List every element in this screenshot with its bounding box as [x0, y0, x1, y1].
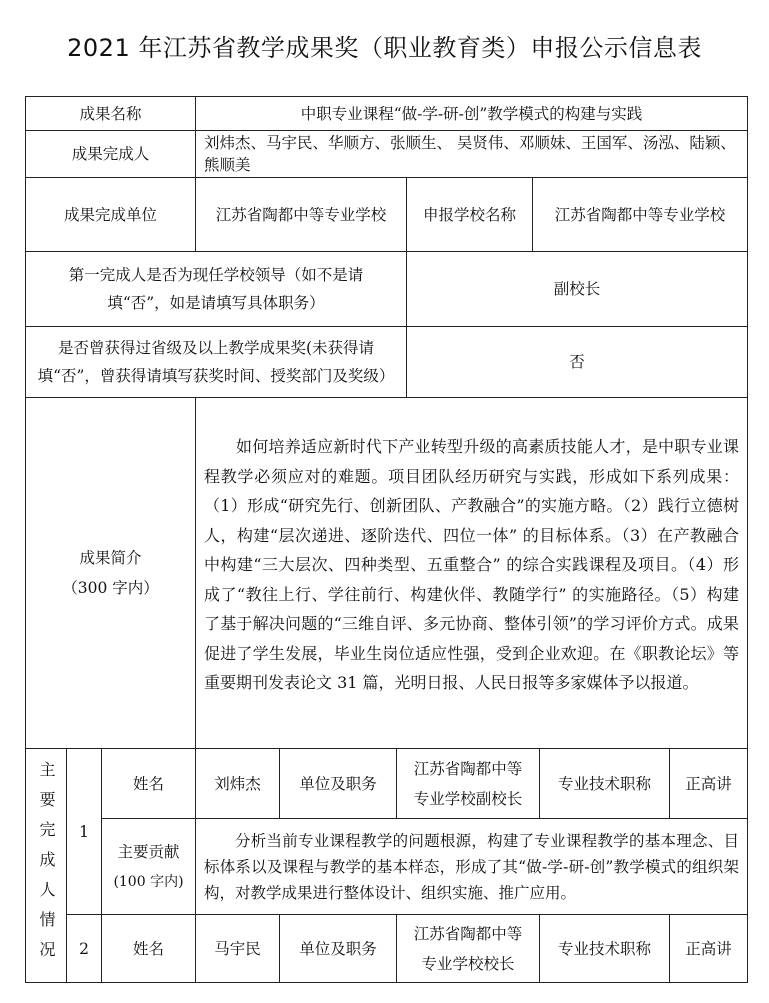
summary-label: 成果简介 — [79, 549, 142, 567]
member-1-contrib-label: 主要贡献 — [117, 842, 180, 861]
award-answer: 否 — [406, 326, 748, 398]
member-2-number: 2 — [66, 914, 102, 983]
summary-limit: （300 字内） — [62, 579, 159, 597]
unit-label: 成果完成单位 — [25, 177, 196, 252]
members-section-label: 主要完成人情况 — [37, 760, 56, 971]
member-2-name: 马宇民 — [195, 914, 280, 983]
member-1-unit-label: 单位及职务 — [279, 748, 397, 819]
leader-answer: 副校长 — [406, 251, 748, 327]
member-2-unit: 江苏省陶都中等专业学校校长 — [396, 914, 540, 983]
award-question: 是否曾获得过省级及以上教学成果奖(未获得请填“否”，曾获得请填写获奖时间、授奖部门及奖级） — [25, 326, 407, 398]
member-1-contribution: 分析当前专业课程教学的问题根源，构建了专业课程教学的基本理念、目标体系以及课程与教学的基本样态，形成了其“做-学-研-创”教学模式的组织架构，对教学成果进行整体设计、组织实施、推广应用。 — [204, 831, 740, 902]
member-2-name-label: 姓名 — [101, 914, 196, 983]
member-1-contrib-cell — [195, 818, 748, 915]
member-1-contrib-label-cell — [101, 818, 196, 915]
summary-text: 如何培养适应新时代下产业转型升级的高素质技能人才，是中职专业课程教学必须应对的难题。项目团队经历研究与实践，形成如下系列成果：（1）形成“研究先行、创新团队、产教融合”的实施方略。（2）践行立德树人，构建“层次递进、逐阶迭代、四位一体” 的目标体系。（3）在产教融合中构建“三大层次、四种类型、五重整合” 的综合实践课程及项目。（4）形成了“教往上行、学往前行、构建伙伴、教随学行” 的实施路径。（5）构建了基于解决问题的“三维自评、多元协商、整体引领”的学习评价方式。成果促进了学生发展，毕业生岗位适应性强，受到企业欢迎。在《职教论坛》等重要期刊发表论文 31 篇，光明日报、人民日报等多家媒体予以报道。 — [204, 437, 739, 692]
achievement-name-label: 成果名称 — [25, 96, 196, 131]
member-1-name: 刘炜杰 — [195, 748, 280, 819]
summary-label-cell — [25, 397, 196, 749]
members-value: 刘炜杰、马宇民、华顺方、张顺生、 吴贤伟、邓顺妹、王国军、汤泓、陆颖、熊顺美 — [195, 130, 748, 178]
member-1-title: 正高讲 — [669, 748, 748, 819]
member-1-unit: 江苏省陶都中等专业学校副校长 — [396, 748, 540, 819]
school-label: 申报学校名称 — [406, 177, 533, 252]
member-1-contrib-limit: (100 字内) — [113, 873, 184, 890]
member-2-unit-label: 单位及职务 — [279, 914, 397, 983]
document-title: 2021 年江苏省教学成果奖（职业教育类）申报公示信息表 — [67, 34, 702, 62]
members-label: 成果完成人 — [25, 130, 196, 178]
summary-text-cell — [195, 397, 748, 749]
leader-question: 第一完成人是否为现任学校领导（如不是请填“否”，如是请填写具体职务） — [25, 251, 407, 327]
unit-value: 江苏省陶都中等专业学校 — [195, 177, 407, 252]
members-section-label-cell — [25, 748, 67, 983]
achievement-name-value: 中职专业课程“做-学-研-创”教学模式的构建与实践 — [195, 96, 748, 131]
member-1-name-label: 姓名 — [101, 748, 196, 819]
member-2-title-label: 专业技术职称 — [539, 914, 670, 983]
member-1-title-label: 专业技术职称 — [539, 748, 670, 819]
school-value: 江苏省陶都中等专业学校 — [532, 177, 748, 252]
member-2-title: 正高讲 — [669, 914, 748, 983]
member-1-number: 1 — [66, 748, 102, 915]
